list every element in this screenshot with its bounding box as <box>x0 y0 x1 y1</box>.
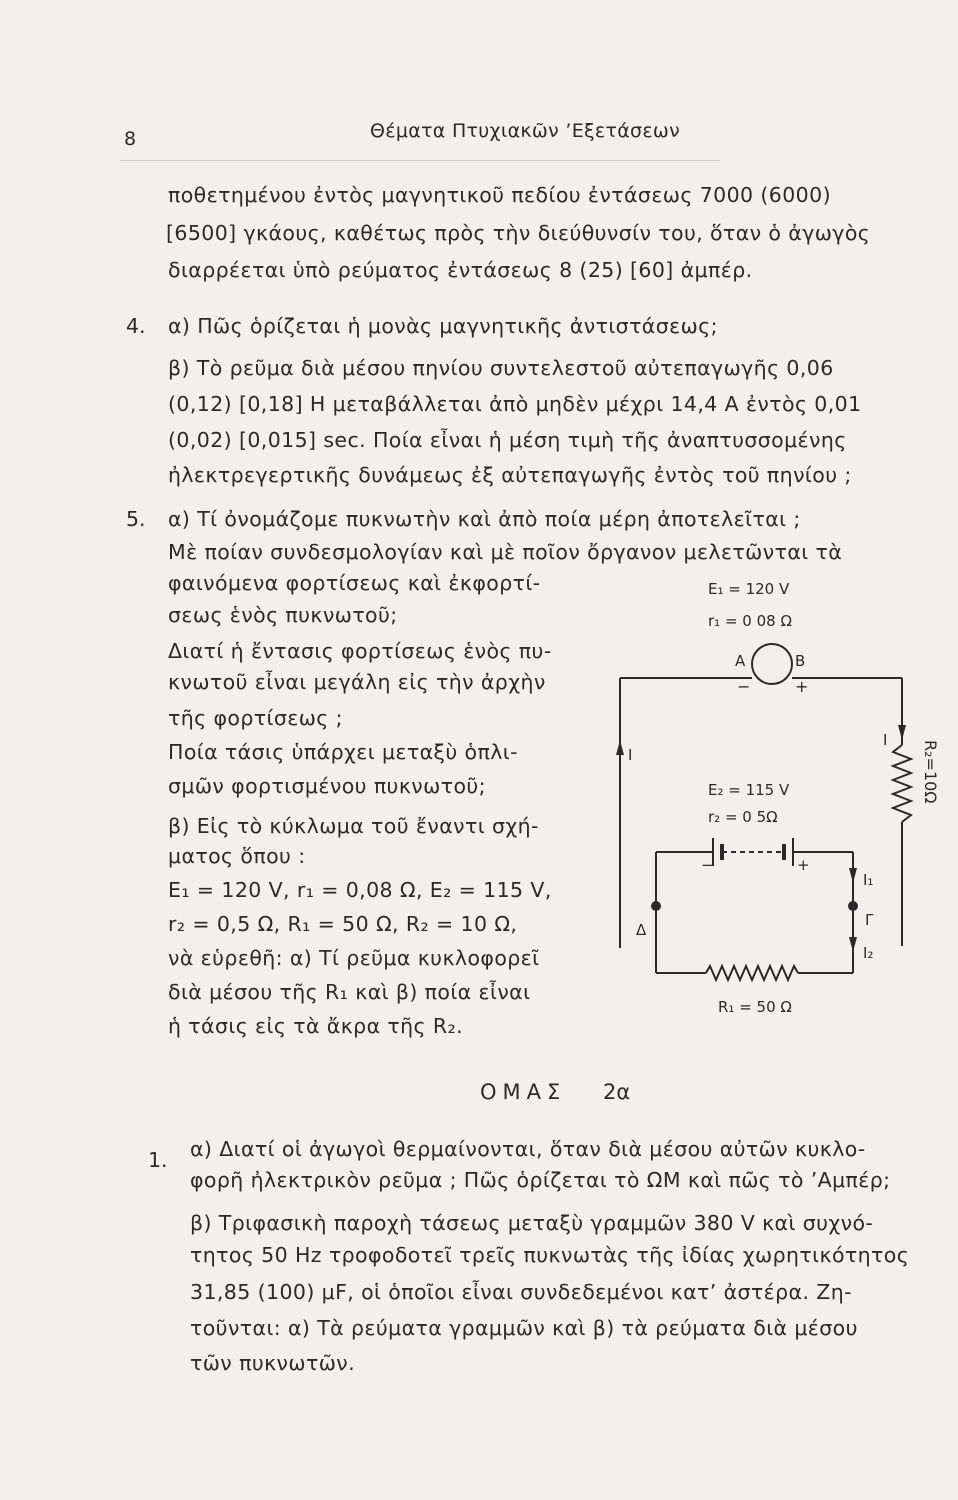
text-line: β) Τὸ ρεῦμα διὰ μέσου πηνίου συντελεστοῦ αὐτεπαγωγῆς 0,06 <box>168 356 834 380</box>
label-node-a: A <box>735 652 746 670</box>
text-line: τῶν πυκνωτῶν. <box>190 1351 356 1375</box>
text-line: τοῦνται: α) Τὰ ρεύματα γραμμῶν καὶ β) τὰ ρεύματα διὰ μέσου <box>190 1316 858 1340</box>
text-line: σμῶν φορτισμένου πυκνωτοῦ; <box>168 774 486 798</box>
section-heading: ΟΜΑΣ <box>480 1080 567 1104</box>
label-r2-internal: r₂ = 0 5Ω <box>708 808 778 826</box>
label-node-b: B <box>795 652 806 670</box>
text-line: φαινόμενα φορτίσεως καὶ ἐκφορτί- <box>168 571 541 595</box>
label-bat-plus: + <box>797 856 810 874</box>
question-number-1: 1. <box>148 1148 168 1172</box>
text-line: κνωτοῦ εἶναι μεγάλη εἰς τὴν ἀρχὴν <box>168 670 546 694</box>
label-current-right: I <box>883 731 888 749</box>
arrow-i1 <box>849 868 857 883</box>
text-line: ματος ὅπου : <box>168 844 306 868</box>
generator-symbol <box>752 644 792 684</box>
arrow-up-left <box>616 740 624 755</box>
label-e1: E₁ = 120 V <box>708 580 790 598</box>
question-number-4: 4. <box>126 314 146 338</box>
label-current-left: I <box>628 746 633 764</box>
page-number: 8 <box>124 128 137 150</box>
label-node-g: Γ <box>865 911 874 929</box>
label-r2: R₂=10Ω <box>921 740 940 804</box>
resistor-r2 <box>893 745 911 822</box>
section-number: 2α <box>603 1080 631 1104</box>
label-e2: E₂ = 115 V <box>708 781 790 799</box>
text-line: (0,12) [0,18] Η μεταβάλλεται ἀπὸ μηδὲν μέχρι 14,4 Α ἐντὸς 0,01 <box>168 392 862 416</box>
label-gen-minus: − <box>737 677 751 696</box>
text-line: διὰ μέσου τῆς R₁ καὶ β) ποία εἶναι <box>168 980 531 1004</box>
text-line: r₂ = 0,5 Ω, R₁ = 50 Ω, R₂ = 10 Ω, <box>168 912 518 936</box>
label-i2: I₂ <box>863 944 874 962</box>
text-line: 31,85 (100) μF, οἱ ὁποῖοι εἶναι συνδεδεμένοι κατ’ ἀστέρα. Ζη- <box>190 1280 852 1304</box>
text-line: [6500] γκάους, καθέτως πρὸς τὴν διεύθυνσίν του, ὅταν ὁ ἀγωγὸς <box>166 221 871 245</box>
text-line: E₁ = 120 V, r₁ = 0,08 Ω, E₂ = 115 V, <box>168 878 552 902</box>
arrow-down-right <box>898 725 906 740</box>
text-line: Μὲ ποίαν συνδεσμολογίαν καὶ μὲ ποῖον ὄργανον μελετῶνται τὰ <box>168 540 843 564</box>
label-bat-minus: − <box>701 856 714 874</box>
arrow-i2 <box>849 937 857 952</box>
running-title: Θέματα Πτυχιακῶν ’Εξετάσεων <box>370 120 681 142</box>
question-number-5: 5. <box>126 507 146 531</box>
text-line: Διατί ἡ ἔντασις φορτίσεως ἑνὸς πυ- <box>168 639 552 663</box>
text-line: τῆς φορτίσεως ; <box>168 706 343 730</box>
text-line: α) Διατί οἱ ἀγωγοὶ θερμαίνονται, ὅταν διὰ μέσου αὐτῶν κυκλο- <box>190 1137 866 1161</box>
text-line: Ποία τάσις ὑπάρχει μεταξὺ ὁπλι- <box>168 740 518 764</box>
text-line: (0,02) [0,015] sec. Ποία εἶναι ἡ μέση τιμὴ τῆς ἀναπτυσσομένης <box>168 428 847 452</box>
text-line: α) Τί ὀνομάζομε πυκνωτὴν καὶ ἀπὸ ποία μέρη ἀποτελεῖται ; <box>168 507 801 531</box>
junction-d <box>651 901 661 911</box>
text-line: β) Εἰς τὸ κύκλωμα τοῦ ἔναντι σχή- <box>168 814 539 838</box>
text-line: α) Πῶς ὁρίζεται ἡ μονὰς μαγνητικῆς ἀντιστάσεως; <box>168 314 718 338</box>
label-gen-plus: + <box>795 677 809 696</box>
label-r1-internal: r₁ = 0 08 Ω <box>708 612 792 630</box>
text-line: ἠλεκτρεγερτικῆς δυνάμεως ἐξ αὐτεπαγωγῆς ἐντὸς τοῦ πηνίου ; <box>168 463 852 487</box>
text-line: διαρρέεται ὑπὸ ρεύματος ἐντάσεως 8 (25) [60] ἀμπέρ. <box>168 258 753 282</box>
text-line: ἡ τάσις εἰς τὰ ἄκρα τῆς R₂. <box>168 1014 464 1038</box>
resistor-r1 <box>706 966 798 980</box>
text-line: τητος 50 Hz τροφοδοτεῖ τρεῖς πυκνωτὰς τῆς ἰδίας χωρητικότητος <box>190 1243 910 1267</box>
text-line: σεως ἑνὸς πυκνωτοῦ; <box>168 603 398 627</box>
text-line: β) Τριφασικὴ παροχὴ τάσεως μεταξὺ γραμμῶν 380 V καὶ συχνό- <box>190 1211 874 1235</box>
text-line: φορῆ ἠλεκτρικὸν ρεῦμα ; Πῶς ὁρίζεται τὸ ΩΜ καὶ πῶς τὸ ’Αμπέρ; <box>190 1168 891 1192</box>
junction-g <box>848 901 858 911</box>
label-r1-external: R₁ = 50 Ω <box>718 998 792 1016</box>
label-node-d: Δ <box>636 921 647 939</box>
text-line: ποθετημένου ἐντὸς μαγνητικοῦ πεδίου ἐντάσεως 7000 (6000) <box>168 183 831 207</box>
text-line: νὰ εὑρεθῆ: α) Τί ρεῦμα κυκλοφορεῖ <box>168 946 540 970</box>
label-i1: I₁ <box>863 871 874 889</box>
